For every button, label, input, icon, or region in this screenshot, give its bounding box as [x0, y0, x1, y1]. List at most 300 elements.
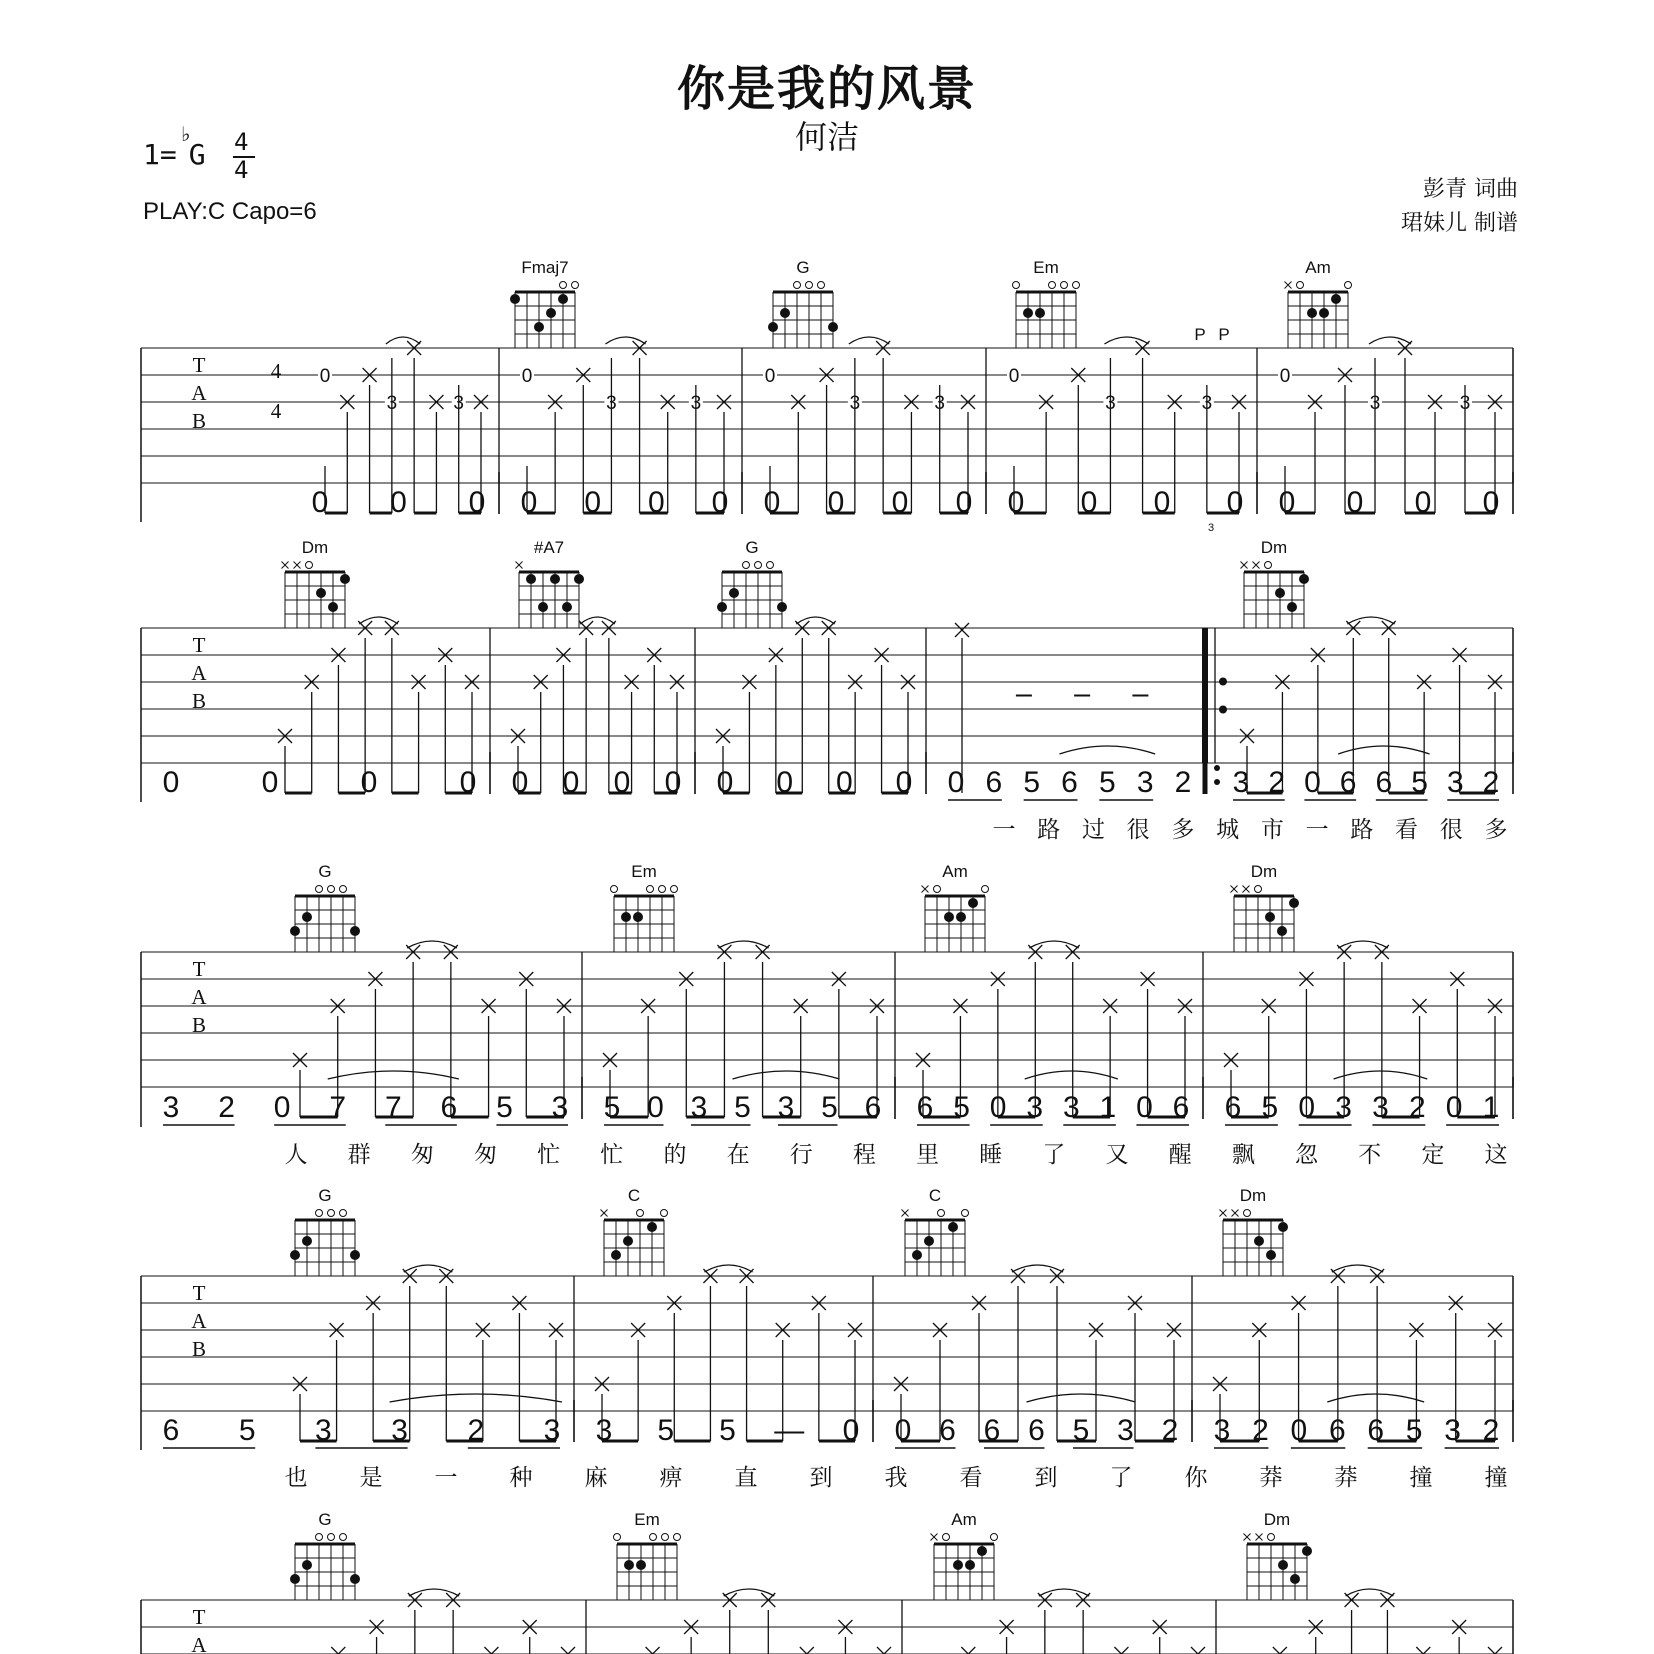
jianpu-note: 2	[1482, 766, 1500, 799]
chord-open-string	[637, 1210, 644, 1217]
tab-fret-number: 3	[690, 393, 702, 414]
lyric-char: 是	[359, 1465, 383, 1491]
jianpu-note: 6	[1339, 766, 1357, 799]
lyric-char: 又	[1105, 1142, 1129, 1168]
jianpu-note: 0	[891, 486, 909, 519]
chord-finger-dot	[350, 1574, 360, 1584]
jianpu-note: 3	[1136, 766, 1154, 799]
chord-finger-dot	[1287, 602, 1297, 612]
tab-tie-arc	[1029, 941, 1078, 948]
chord-finger-dot	[562, 602, 572, 612]
chord-finger-dot	[924, 1236, 934, 1246]
chord-open-string	[743, 562, 750, 569]
tab-tie-arc	[1369, 337, 1411, 344]
chord-finger-dot	[965, 1560, 975, 1570]
jianpu-note: 0	[273, 1091, 291, 1124]
tab-tie-arc	[1347, 617, 1394, 624]
jianpu-note: 7	[329, 1091, 347, 1124]
chord-finger-dot	[1278, 1560, 1288, 1570]
chord-open-string	[1061, 282, 1068, 289]
play-capo-info: PLAY:C Capo=6	[143, 198, 317, 225]
chord-finger-dot	[647, 1222, 657, 1232]
chord-finger-dot	[1299, 574, 1309, 584]
chord-finger-dot	[510, 294, 520, 304]
jianpu-note: 0	[1298, 1091, 1316, 1124]
tab-fret-number: 3	[1105, 393, 1116, 414]
chord-finger-dot	[526, 574, 536, 584]
chord-finger-dot	[1290, 1574, 1300, 1584]
lyric-char: 飘	[1231, 1142, 1255, 1168]
lyric-char: 这	[1484, 1142, 1508, 1168]
lyric-char: 莽	[1259, 1465, 1283, 1491]
chord-open-string	[1265, 562, 1272, 569]
jianpu-note: 0	[842, 1414, 860, 1447]
jianpu-note: 2	[1408, 1091, 1426, 1124]
chord-finger-dot	[636, 1560, 646, 1570]
chord-open-string	[328, 1210, 335, 1217]
tab-fret-number: 0	[1279, 366, 1291, 387]
jianpu-note: 5	[603, 1091, 621, 1124]
chord-finger-dot	[546, 308, 556, 318]
chord-open-string	[1013, 282, 1020, 289]
lyric-char: 多	[1484, 817, 1508, 843]
jianpu-note: 0	[989, 1091, 1007, 1124]
tab-x-note	[800, 1647, 814, 1654]
tab-x-note	[1191, 1647, 1205, 1654]
jianpu-note: 6	[916, 1091, 934, 1124]
jianpu-note: 0	[955, 486, 973, 519]
chord-open-string	[560, 282, 567, 289]
jianpu-note: 3	[162, 1091, 180, 1124]
lyric-char: 忙	[537, 1142, 561, 1168]
chord-open-string	[943, 1534, 950, 1541]
lyric-char: 直	[734, 1465, 758, 1491]
lyric-char: 一	[434, 1465, 458, 1491]
lyric-char: 程	[852, 1142, 876, 1168]
chord-open-string	[671, 886, 678, 893]
tab-fret-number: 3	[934, 393, 946, 414]
lyric-char: 种	[509, 1465, 533, 1491]
chord-finger-dot	[611, 1250, 621, 1260]
jianpu-note: 5	[1072, 1414, 1090, 1447]
jianpu-note: 0	[360, 766, 378, 799]
jianpu-note: 6	[985, 766, 1003, 799]
chord-finger-dot	[328, 602, 338, 612]
tab-tie-arc	[704, 1265, 752, 1272]
jianpu-note: 6	[939, 1414, 956, 1447]
jianpu-note: 0	[947, 766, 965, 799]
chord-name: Em	[634, 1510, 660, 1529]
chord-name: G	[796, 258, 810, 277]
chord-open-string	[1255, 886, 1262, 893]
song-title: 你是我的风景	[676, 61, 977, 117]
jianpu-note: 2	[218, 1091, 235, 1124]
jianpu-note: 3	[690, 1091, 708, 1124]
chord-finger-dot	[302, 912, 312, 922]
chord-finger-dot	[633, 912, 643, 922]
lyric-char: 匆	[410, 1142, 434, 1168]
jianpu-note: 0	[1304, 766, 1321, 799]
jianpu-note: 6	[1172, 1091, 1190, 1124]
jianpu-note: 5	[1411, 766, 1428, 799]
lyric-char: 到	[809, 1465, 833, 1491]
jianpu-note: 0	[1346, 486, 1364, 519]
jianpu-note: 0	[613, 766, 631, 799]
chord-open-string	[767, 562, 774, 569]
chord-name: Em	[1033, 258, 1059, 277]
jianpu-note: 0	[827, 486, 845, 519]
chord-open-string	[661, 1210, 668, 1217]
jianpu-note: 2	[467, 1414, 485, 1447]
lyric-char: 痹	[659, 1465, 683, 1491]
lyric-char: 人	[284, 1142, 308, 1168]
jianpu-note: 6	[1028, 1414, 1045, 1447]
chord-finger-dot	[1023, 308, 1033, 318]
chord-open-string	[328, 886, 335, 893]
tab-fret-number: 0	[1008, 366, 1020, 387]
chord-open-string	[316, 1534, 323, 1541]
tab-fret-number: 3	[1201, 393, 1213, 414]
lyric-char: 城	[1216, 817, 1240, 843]
lyric-char: 忙	[600, 1142, 624, 1168]
tab-x-note	[331, 1647, 345, 1654]
chord-name: Am	[942, 862, 968, 881]
tab-x-note	[1416, 1647, 1430, 1654]
lyric-char: 一	[1305, 817, 1329, 843]
chord-finger-dot	[1331, 294, 1341, 304]
tab-tie-arc	[724, 1589, 775, 1596]
chord-finger-dot	[780, 308, 790, 318]
jianpu-note: 0	[1080, 486, 1098, 519]
tab-clef-letter: T	[192, 353, 206, 377]
chord-open-string	[647, 886, 654, 893]
tab-tie-arc	[1039, 1589, 1089, 1596]
jianpu-note: 6	[162, 1414, 180, 1447]
jianpu-note: 0	[162, 766, 180, 799]
tab-clef-letter: B	[191, 689, 207, 713]
pull-off-mark: P	[1218, 325, 1230, 344]
tab-time-signature: 4	[270, 359, 282, 383]
jianpu-slur	[1338, 746, 1429, 754]
chord-open-string	[755, 562, 762, 569]
tab-clef-letter: T	[192, 1605, 206, 1629]
chord-name: Dm	[1260, 538, 1288, 557]
chord-open-string	[1073, 282, 1080, 289]
tab-tie-arc	[407, 941, 457, 948]
chord-finger-dot	[1266, 1250, 1276, 1260]
chord-finger-dot	[621, 912, 631, 922]
tab-x-note	[800, 1647, 814, 1654]
jianpu-note: 0	[468, 486, 486, 519]
jianpu-note: 0	[711, 486, 729, 519]
chord-name: G	[318, 1510, 332, 1529]
tab-clef-letter: A	[191, 661, 207, 685]
tab-clef-letter: T	[192, 1281, 206, 1305]
jianpu-note: —	[774, 1414, 805, 1447]
tab-x-note	[561, 1647, 575, 1654]
chord-open-string	[1297, 282, 1304, 289]
jianpu-note: 0	[716, 766, 734, 799]
tab-fret-number: 3	[849, 393, 861, 414]
jianpu-note: 0	[390, 486, 407, 519]
chord-open-string	[1345, 282, 1352, 289]
chord-finger-dot	[717, 602, 727, 612]
lyric-char: 莽	[1334, 1465, 1358, 1491]
tab-clef-letter: B	[191, 1013, 207, 1037]
lyric-char: 过	[1081, 817, 1105, 843]
chord-name: Am	[951, 1510, 977, 1529]
lyric-char: 撞	[1484, 1465, 1508, 1491]
jianpu-note: 5	[238, 1414, 256, 1447]
jianpu-note: 0	[1007, 486, 1025, 519]
chord-finger-dot	[729, 588, 739, 598]
jianpu-note: 6	[440, 1091, 458, 1124]
chord-open-string	[991, 1534, 998, 1541]
chord-finger-dot	[538, 602, 548, 612]
tab-clef-letter: T	[192, 633, 206, 657]
chord-open-string	[340, 886, 347, 893]
tab-x-note	[646, 1647, 660, 1654]
jianpu-note: 6	[1224, 1091, 1242, 1124]
jianpu-note: 3	[777, 1091, 795, 1124]
chord-finger-dot	[574, 574, 584, 584]
credit-transcriber: 珺妹儿 制谱	[1401, 211, 1518, 236]
chord-open-string	[938, 1210, 945, 1217]
chord-open-string	[806, 282, 813, 289]
chord-open-string	[650, 1534, 657, 1541]
jianpu-slur	[390, 1394, 562, 1402]
chord-finger-dot	[1289, 898, 1299, 908]
jianpu-note: 3	[1444, 1414, 1461, 1447]
jianpu-note: 3	[1026, 1091, 1044, 1124]
lyric-char: 在	[726, 1142, 750, 1168]
tab-tie-arc	[359, 617, 398, 624]
jianpu-note: 2	[1174, 766, 1192, 799]
tab-tie-arc	[1346, 1589, 1394, 1596]
lyric-char: 很	[1439, 817, 1463, 843]
tab-tie-arc	[409, 1589, 459, 1596]
lyric-char: 我	[884, 1465, 908, 1491]
tab-x-note	[961, 1647, 975, 1654]
lyric-char: 麻	[584, 1465, 608, 1491]
key-prefix: 1=	[143, 138, 177, 171]
jianpu-note: 5	[821, 1091, 838, 1124]
lyric-char: 了	[1109, 1465, 1133, 1491]
tab-fret-number: 3	[386, 393, 398, 414]
chord-finger-dot	[968, 898, 978, 908]
tab-x-note	[646, 1647, 660, 1654]
jianpu-note: 3	[1062, 1091, 1080, 1124]
chord-open-string	[1244, 1210, 1251, 1217]
chord-finger-dot	[290, 926, 300, 936]
chord-finger-dot	[550, 574, 560, 584]
jianpu-note: 6	[864, 1091, 882, 1124]
tab-x-note	[484, 1647, 498, 1654]
jianpu-note: 6	[1061, 766, 1078, 799]
lyric-char: 市	[1260, 817, 1284, 843]
jianpu-note: 5	[657, 1414, 675, 1447]
chord-name: Dm	[301, 538, 329, 557]
lyric-char: 一	[992, 817, 1016, 843]
chord-finger-dot	[1302, 1546, 1312, 1556]
jianpu-slur	[1327, 1394, 1424, 1402]
jianpu-note: 5	[719, 1414, 736, 1447]
chord-finger-dot	[302, 1560, 312, 1570]
tab-clef-letter: A	[191, 381, 207, 405]
lyric-char: 定	[1421, 1142, 1445, 1168]
tab-x-note	[1273, 1647, 1287, 1654]
chord-open-string	[1049, 282, 1056, 289]
credit-lyricist-composer: 彭青 词曲	[1423, 177, 1518, 202]
jianpu-note: 0	[776, 766, 794, 799]
jianpu-note: 3	[1213, 1414, 1231, 1447]
lyric-char: 了	[1042, 1142, 1066, 1168]
chord-name: Dm	[1263, 1510, 1291, 1529]
chord-open-string	[340, 1534, 347, 1541]
chord-finger-dot	[1035, 308, 1045, 318]
tab-x-note	[484, 1647, 498, 1654]
jianpu-note: 0	[1414, 486, 1432, 519]
lyric-char: 撞	[1409, 1465, 1433, 1491]
tab-clef-letter: A	[191, 1309, 207, 1333]
tab-x-note	[1114, 1647, 1128, 1654]
lyric-char: 路	[1037, 817, 1061, 843]
lyric-char: 到	[1034, 1465, 1058, 1491]
tab-tie-arc	[404, 1265, 453, 1272]
chord-finger-dot	[768, 322, 778, 332]
jianpu-note: 0	[664, 766, 682, 799]
tab-x-note	[1488, 1647, 1502, 1654]
chord-finger-dot	[1307, 308, 1317, 318]
chord-finger-dot	[624, 1560, 634, 1570]
jianpu-note: 0	[1226, 486, 1244, 519]
chord-open-string	[572, 282, 579, 289]
tab-clef-letter: T	[192, 957, 206, 981]
jianpu-note: 3	[1446, 766, 1464, 799]
tab-x-note	[961, 1647, 975, 1654]
jianpu-note: 0	[562, 766, 580, 799]
jianpu-slur	[1027, 1394, 1136, 1402]
jianpu-note: 0	[1445, 1091, 1463, 1124]
chord-finger-dot	[956, 912, 966, 922]
jianpu-note: 3	[391, 1414, 408, 1447]
key-note: G	[188, 138, 206, 171]
jianpu-note: 0	[1290, 1414, 1308, 1447]
lyric-char: 也	[284, 1465, 308, 1491]
jianpu-note: 2	[1252, 1414, 1269, 1447]
tab-fret-number: 3	[1369, 393, 1381, 414]
jianpu-note: 3	[1117, 1414, 1134, 1447]
tab-x-note	[331, 1647, 345, 1654]
chord-finger-dot	[623, 1236, 633, 1246]
tab-x-note	[1191, 1647, 1205, 1654]
repeat-dot	[1219, 678, 1227, 686]
jianpu-note: 0	[584, 486, 602, 519]
chord-open-string	[611, 886, 618, 893]
jianpu-note: 5	[1405, 1414, 1423, 1447]
tab-tie-arc	[1104, 337, 1148, 344]
jianpu-note: 5	[953, 1091, 970, 1124]
tab-x-note	[1488, 1647, 1502, 1654]
chord-finger-dot	[1254, 1236, 1264, 1246]
chord-finger-dot	[290, 1250, 300, 1260]
jianpu-note: 0	[520, 486, 538, 519]
lyric-char: 的	[663, 1142, 687, 1168]
chord-finger-dot	[1265, 912, 1275, 922]
chord-finger-dot	[340, 574, 350, 584]
lyric-char: 里	[916, 1142, 940, 1168]
artist-name: 何洁	[794, 118, 859, 156]
chord-name: Am	[1305, 258, 1331, 277]
lyric-char: 群	[347, 1142, 371, 1168]
chord-finger-dot	[302, 1236, 312, 1246]
tab-x-note	[1114, 1647, 1128, 1654]
lyric-char: 行	[789, 1142, 813, 1168]
tab-fret-number: 0	[764, 366, 776, 387]
lyric-char: 睡	[979, 1142, 1003, 1168]
jianpu-note: 5	[1261, 1091, 1279, 1124]
jianpu-note: 5	[1023, 766, 1041, 799]
jianpu-repeat-dot	[1214, 779, 1220, 785]
jianpu-slur	[328, 1071, 459, 1079]
tab-fret-number: 0	[319, 366, 331, 387]
lyric-char: 路	[1350, 817, 1374, 843]
tab-tie-arc	[1332, 1265, 1383, 1272]
flat-sign: ♭	[181, 122, 191, 146]
chord-finger-dot	[912, 1250, 922, 1260]
chord-name: Dm	[1250, 862, 1278, 881]
chord-finger-dot	[1278, 1222, 1288, 1232]
jianpu-note: 6	[1367, 1414, 1385, 1447]
jianpu-note: 1	[1099, 1091, 1117, 1124]
tab-tie-arc	[718, 941, 768, 948]
lyric-char: 你	[1184, 1465, 1208, 1491]
jianpu-note: 3	[1335, 1091, 1352, 1124]
jianpu-note: 0	[459, 766, 477, 799]
chord-finger-dot	[953, 1560, 963, 1570]
jianpu-note: 6	[1375, 766, 1393, 799]
tab-x-note	[1273, 1647, 1287, 1654]
lyric-char: 不	[1358, 1142, 1382, 1168]
triplet-number: 3	[1207, 522, 1215, 534]
chord-open-string	[328, 1534, 335, 1541]
chord-name: C	[627, 1186, 641, 1205]
chord-finger-dot	[948, 1222, 958, 1232]
chord-open-string	[662, 1534, 669, 1541]
jianpu-note: 0	[1482, 486, 1500, 519]
chord-name: Em	[631, 862, 657, 881]
chord-finger-dot	[944, 912, 954, 922]
jianpu-note: 0	[894, 1414, 912, 1447]
chord-name: G	[318, 1186, 332, 1205]
tab-tie-arc	[1338, 941, 1388, 948]
chord-open-string	[614, 1534, 621, 1541]
chord-name: Fmaj7	[521, 258, 569, 277]
chord-finger-dot	[828, 322, 838, 332]
jianpu-note: 0	[1278, 486, 1296, 519]
jianpu-note: 0	[895, 766, 913, 799]
chord-finger-dot	[977, 1546, 987, 1556]
jianpu-note: 2	[1268, 766, 1286, 799]
jianpu-note: 0	[647, 486, 665, 519]
jianpu-note: 3	[1372, 1091, 1389, 1124]
chord-finger-dot	[1275, 588, 1285, 598]
lyric-char: 看	[1395, 817, 1419, 843]
jianpu-note: 7	[384, 1091, 402, 1124]
chord-finger-dot	[1277, 926, 1287, 936]
tab-clef-letter: A	[191, 1633, 207, 1654]
chord-open-string	[306, 562, 313, 569]
